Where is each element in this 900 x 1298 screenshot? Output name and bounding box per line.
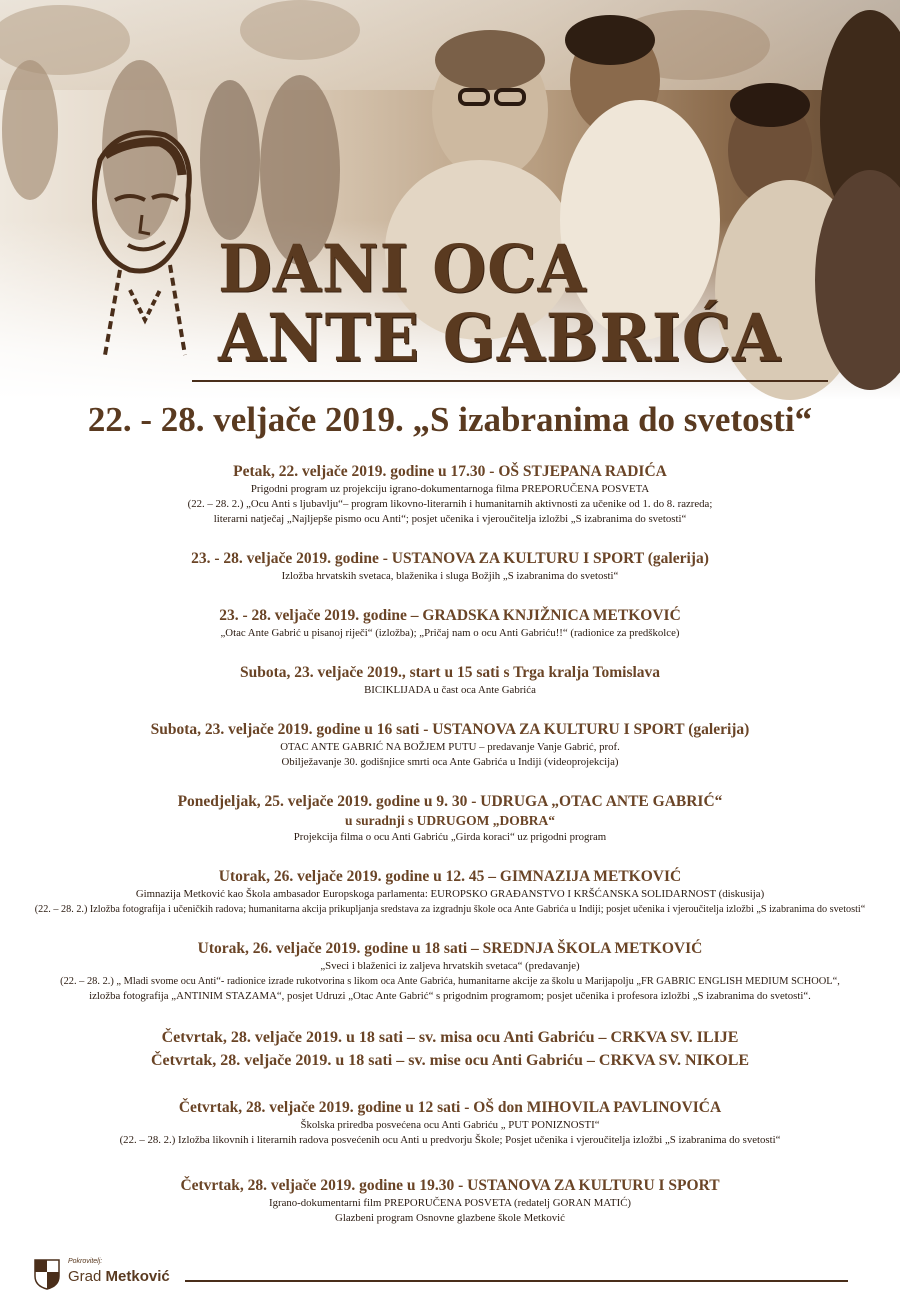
event-heading: Subota, 23. veljače 2019. godine u 16 sati - USTANOVA ZA KULTURU I SPORT (galerija) (150, 721, 750, 738)
event-heading: Petak, 22. veljače 2019. godine u 17.30 - OŠ STJEPANA RADIĆA (233, 463, 667, 480)
event-item (0, 867, 900, 917)
event-detail: Projekcija filma o ocu Anti Gabriću „Girda koraci“ uz prigodni program (293, 831, 607, 843)
event-heading: 23. - 28. veljače 2019. godine - USTANOVA ZA KULTURU I SPORT (galerija) (191, 550, 709, 567)
title-line-1: DANI OCA (218, 230, 587, 308)
event-detail: Glazbeni program Osnovne glazbene škole Metković (335, 1212, 565, 1224)
event-item (0, 462, 900, 527)
event-detail: Gimnazija Metković kao Škola ambasador Europskoga parlamenta: EUROPSKO GRAĐANSTVO I KRŠĆANSKA SOLIDARNOST (diskusija) (135, 888, 765, 900)
header-photo (0, 0, 900, 400)
organizer-label: Pokrovitelj: (68, 1258, 103, 1265)
event-heading: Ponedjeljak, 25. veljače 2019. godine u 9. 30 - UDRUGA „OTAC ANTE GABRIĆ“ (177, 793, 723, 810)
title-line-2: ANTE GABRIĆA (218, 299, 782, 377)
title-divider (192, 380, 828, 382)
footer-divider (185, 1280, 848, 1282)
event-item (0, 1098, 900, 1148)
event-heading: Četvrtak, 28. veljače 2019. u 18 sati – sv. misa ocu Anti Gabriću – CRKVA SV. ILIJE (161, 1029, 739, 1046)
date-and-motto: 22. - 28. veljače 2019. „S izabranima do svetosti“ (87, 400, 813, 439)
city-prefix: Grad (68, 1268, 102, 1285)
event-detail: BICIKLIJADA u čast oca Ante Gabrića (364, 684, 536, 696)
event-detail: (22. – 28. 2.) Izložba fotografija i učeničkih radova; humanitarna akcija prikupljanja sredstava za izgradnju škole oca Ante Gabrića u Indiji; posjet učenika i vjeroučitelja izložbi „S izabranima do svetosti“ (34, 904, 866, 915)
event-detail: Obilježavanje 30. godišnjice smrti oca Ante Gabrića u Indiji (videoprojekcija) (281, 756, 619, 768)
event-heading: Četvrtak, 28. veljače 2019. godine u 12 sati - OŠ don MIHOVILA PAVLINOVIĆA (178, 1099, 722, 1116)
event-heading: Četvrtak, 28. veljače 2019. u 18 sati – sv. mise ocu Anti Gabriću – CRKVA SV. NIKOLE (150, 1052, 750, 1069)
city-logo-text (68, 1268, 170, 1285)
event-item (0, 606, 900, 641)
event-heading: Utorak, 26. veljače 2019. godine u 12. 45 – GIMNAZIJA METKOVIĆ (218, 868, 682, 885)
event-detail: literarni natječaj „Najljepše pismo ocu Anti“; posjet učenika i vjeroučitelja izložbi „S izabranima do svetosti“ (213, 513, 687, 525)
event-heading: Subota, 23. veljače 2019., start u 15 sati s Trga kralja Tomislava (239, 664, 661, 681)
event-detail: „Sveci i blaženici iz zaljeva hrvatskih svetaca“ (predavanje) (320, 960, 580, 972)
event-detail: (22. – 28. 2.) „Ocu Anti s ljubavlju“– program likovno-literarnih i humanitarnih aktivnosti za učenike od 1. do 8. razreda; (187, 498, 713, 510)
event-item (0, 663, 900, 698)
event-detail: Igrano-dokumentarni film PREPORUČENA POSVETA (redatelj GORAN MATIĆ) (268, 1197, 631, 1209)
event-heading: Četvrtak, 28. veljače 2019. godine u 19.30 - USTANOVA ZA KULTURU I SPORT (180, 1177, 720, 1194)
event-item (0, 549, 900, 584)
event-item (0, 1026, 900, 1072)
city-coat-of-arms-icon (33, 1258, 61, 1290)
event-subheading: u suradnji s UDRUGOM „DOBRA“ (344, 813, 556, 828)
event-detail: (22. – 28. 2.) „ Mladi svome ocu Anti“- radionice izrade rukotvorina s likom oca Ante Gabrića, humanitarne akcije za školu u Marijapolju „FR GABRIC ENGLISH MEDIUM SCHOOL“, (60, 976, 840, 987)
event-item (0, 1176, 900, 1226)
event-detail: izložba fotografija „ANTINIM STAZAMA“, posjet Udruzi „Otac Ante Gabrić“ s prigodnim programom; posjet učenika i profesora izložbi „S izabranima do svetosti“. (89, 990, 811, 1002)
event-heading: Utorak, 26. veljače 2019. godine u 18 sati – SREDNJA ŠKOLA METKOVIĆ (197, 940, 703, 957)
event-detail: OTAC ANTE GABRIĆ NA BOŽJEM PUTU – predavanje Vanje Gabrić, prof. (280, 741, 620, 753)
portrait-sketch-icon (70, 120, 210, 360)
event-item (0, 792, 900, 845)
event-item (0, 939, 900, 1004)
event-title (218, 230, 782, 377)
event-item (0, 720, 900, 770)
event-detail: „Otac Ante Gabrić u pisanoj riječi“ (izložba); „Pričaj nam o ocu Anti Gabriću!!“ (radionice za predškolce) (220, 627, 680, 639)
event-detail: (22. – 28. 2.) Izložba likovnih i literarnih radova posvećenih ocu Anti u predvorju Škole; Posjet učenika i vjeroučitelja izložbi „S izabranima do svetosti“ (119, 1134, 781, 1146)
event-heading: 23. - 28. veljače 2019. godine – GRADSKA KNJIŽNICA METKOVIĆ (219, 607, 681, 624)
event-detail: Izložba hrvatskih svetaca, blaženika i sluga Božjih „S izabranima do svetosti“ (281, 570, 619, 582)
event-detail: Prigodni program uz projekciju igrano-dokumentarnoga filma PREPORUČENA POSVETA (250, 483, 650, 495)
city-name: Metković (105, 1268, 170, 1285)
event-detail: Školska priredba posvećena ocu Anti Gabriću „ PUT PONIZNOSTI“ (300, 1119, 600, 1131)
event-list (0, 462, 900, 1248)
